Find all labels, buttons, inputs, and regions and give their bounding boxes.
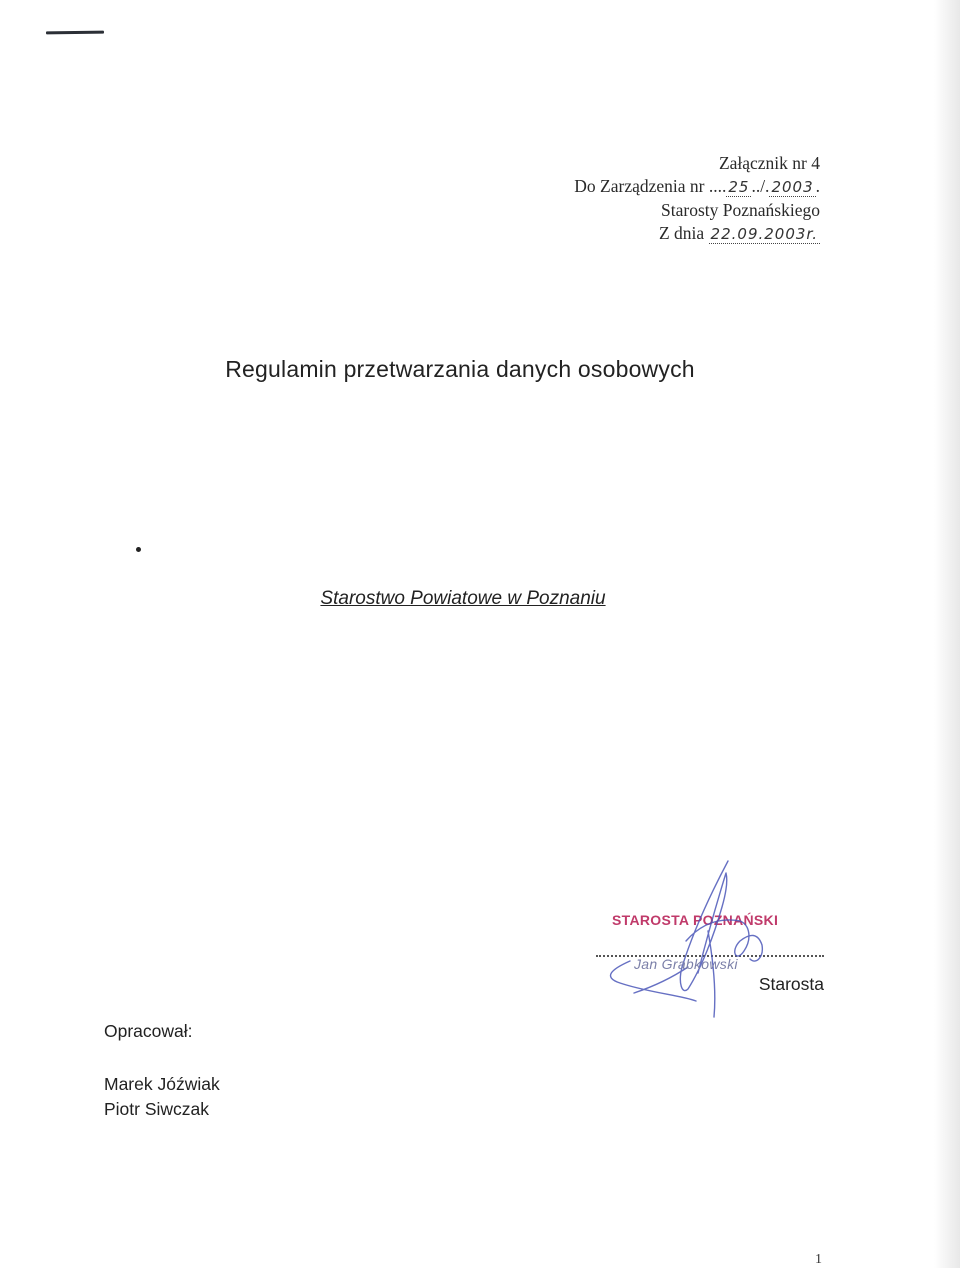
authors-list [104,1072,220,1122]
signer-role: Starosta [758,974,824,994]
ordinance-separator: ../. [751,176,770,196]
date-prefix: Z dnia [658,223,705,243]
author-name: Piotr Siwczak [104,1099,210,1119]
ordinance-year-handwritten: 2003 [771,178,814,196]
ordinance-prefix: Do Zarządzenia nr .... [574,176,727,196]
scan-edge-shadow [934,0,960,1268]
stray-mark [136,547,141,552]
issue-date-handwritten: 22.09.2003r. [710,225,818,243]
annex-header [574,152,820,246]
ordinance-number-handwritten: 25 [728,178,750,196]
issuer: Starosty Poznańskiego [661,200,820,220]
signer-name: Jan Grabkowski [634,956,738,972]
prepared-by-label: Opracował: [104,1021,193,1041]
ordinance-reference [574,175,820,199]
issue-date-line [574,222,820,246]
corner-mark [46,31,104,35]
institution-name: Starostwo Powiatowe w Poznaniu [320,588,606,609]
handwritten-signature [590,855,820,1025]
annex-number: Załącznik nr 4 [718,153,820,173]
official-stamp: STAROSTA POZNAŃSKI [612,912,779,928]
ordinance-suffix: . [815,176,820,196]
document-title: Regulamin przetwarzania danych osobowych [225,356,695,382]
author-name: Marek Jóźwiak [104,1074,220,1094]
page-number: 1 [815,1252,822,1267]
